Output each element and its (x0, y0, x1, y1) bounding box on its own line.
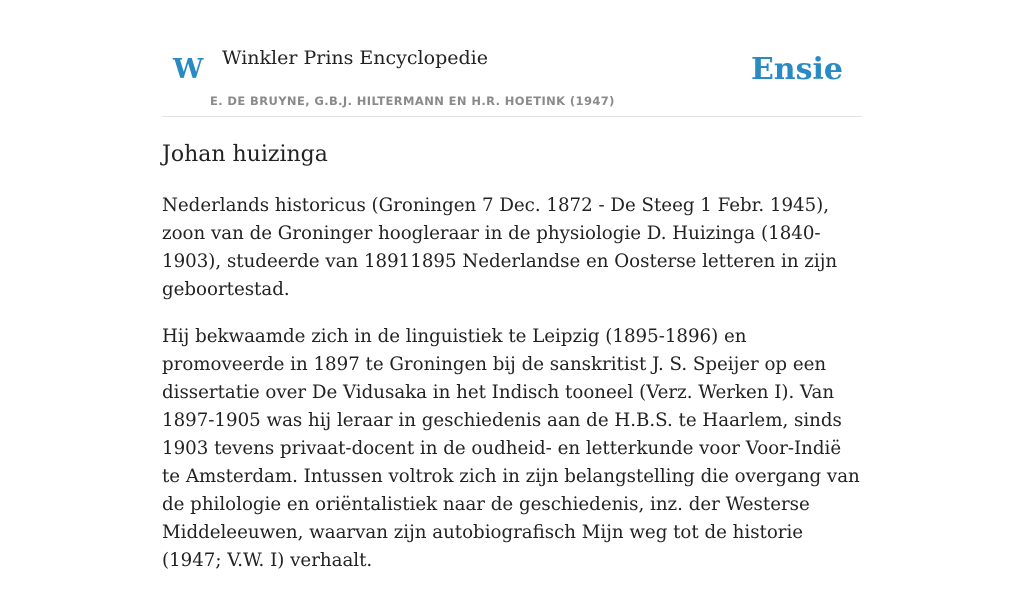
article-paragraph: Hij bekwaamde zich in de linguistiek te Leipzig (1895-1896) en promoveerde in 1897 te Groningen bij de sanskritist J. S. Speijer op een dissertatie over De Vidusaka in het Indisch tooneel (Verz. Werken I). Van 1897-1905 was hij leraar in geschiedenis aan de H.B.S. te Haarlem, sinds 1903 tevens privaat-docent in de oudheid- en letterkunde voor Voor-Indië te Amsterdam. Intussen voltrok zich in zijn belangstelling die overgang van de philologie en oriëntalistiek naar de geschiedenis, inz. der Westerse Middeleeuwen, waarvan zijn autobiografisch Mijn weg tot de historie (1947; V.W. I) verhaalt. (162, 326, 860, 571)
publication-logo-icon[interactable]: W (173, 54, 204, 85)
ensie-brand-logo[interactable]: Ensie (750, 52, 843, 87)
site-header (162, 0, 862, 117)
article-paragraph: Nederlands historicus (Groningen 7 Dec. 1872 - De Steeg 1 Febr. 1945), zoon van de Groninger hoogleraar in de physiologie D. Huizinga (1840-1903), studeerde van 18911895 Nederlandse en Oosterse letteren in zijn geboortestad. (162, 195, 838, 300)
article-title: Johan huizinga (162, 142, 328, 167)
publication-authors: E. DE BRUYNE, G.B.J. HILTERMANN EN H.R. HOETINK (1947) (210, 94, 615, 108)
article-body (162, 192, 862, 594)
publication-title[interactable]: Winkler Prins Encyclopedie (222, 47, 488, 69)
